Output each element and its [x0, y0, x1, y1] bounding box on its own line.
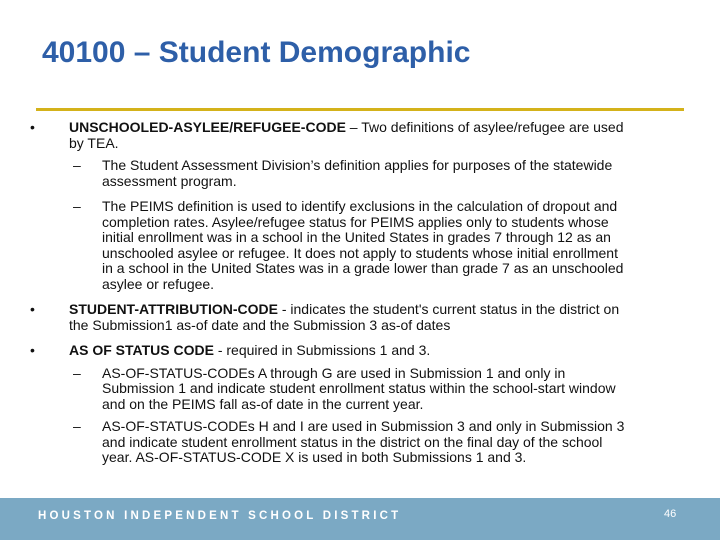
term-label: STUDENT-ATTRIBUTION-CODE: [69, 301, 278, 317]
bullet-item-asylee-code: [30, 120, 630, 151]
sub-bullet-text: The PEIMS definition is used to identify exclusions in the calculation of dropout and completion rates. Asylee/refugee status for PEIMS applies only to students whose initial enrollment was in a school in the United States in grades 7 through 12 as an unschooled asylee or refugee. It does not apply to students whose initial enrollment in a school in the United States was in a grade lower than grade 7 as an unschooled asylee or refugee.: [102, 198, 624, 292]
bullet-item-status-code: [30, 343, 630, 359]
sub-bullet-item: [30, 199, 630, 292]
dash-marker: –: [73, 418, 81, 434]
bullet-marker: •: [30, 119, 35, 135]
dash-marker: –: [73, 198, 81, 214]
slide-body: [30, 120, 630, 466]
term-label: UNSCHOOLED-ASYLEE/REFUGEE-CODE: [69, 119, 346, 135]
sub-bullet-text: AS-OF-STATUS-CODEs H and I are used in Submission 3 and only in Submission 3 and indicate student enrollment status in the district on the final day of the school year. AS-OF-STATUS-CODE X is used in both Submissions 1 and 3.: [102, 418, 625, 465]
sub-bullet-text: The Student Assessment Division’s definition applies for purposes of the statewide assessment program.: [102, 157, 613, 189]
title-divider: [36, 108, 684, 111]
footer-bar: [0, 498, 720, 540]
bullet-marker: •: [30, 342, 35, 358]
slide-title: 40100 – Student Demographic: [42, 36, 471, 69]
sub-bullet-item: [30, 158, 630, 189]
sub-bullet-item: [30, 419, 630, 466]
dash-marker: –: [73, 364, 81, 381]
term-description: – Two definitions of asylee/refugee are used by TEA.: [69, 119, 624, 151]
bullet-marker: •: [30, 301, 35, 317]
term-description: - required in Submissions 1 and 3.: [213, 342, 431, 358]
term-label: AS OF STATUS CODE: [69, 342, 214, 358]
dash-marker: –: [73, 157, 81, 173]
term-description: - indicates the student's current status in the district on the Submission1 as-of date and the Submission 3 as-of dates: [69, 301, 620, 333]
bullet-item-attribution-code: [30, 302, 630, 333]
sub-bullet-item: [30, 366, 630, 413]
sub-bullet-text: AS-OF-STATUS-CODEs A through G are used in Submission 1 and only in Submission 1 and indicate student enrollment status within the school-start window and on the PEIMS fall as-of date in the current year.: [102, 364, 616, 412]
district-name: HOUSTON INDEPENDENT SCHOOL DISTRICT: [38, 510, 402, 522]
page-number: 46: [664, 508, 677, 520]
